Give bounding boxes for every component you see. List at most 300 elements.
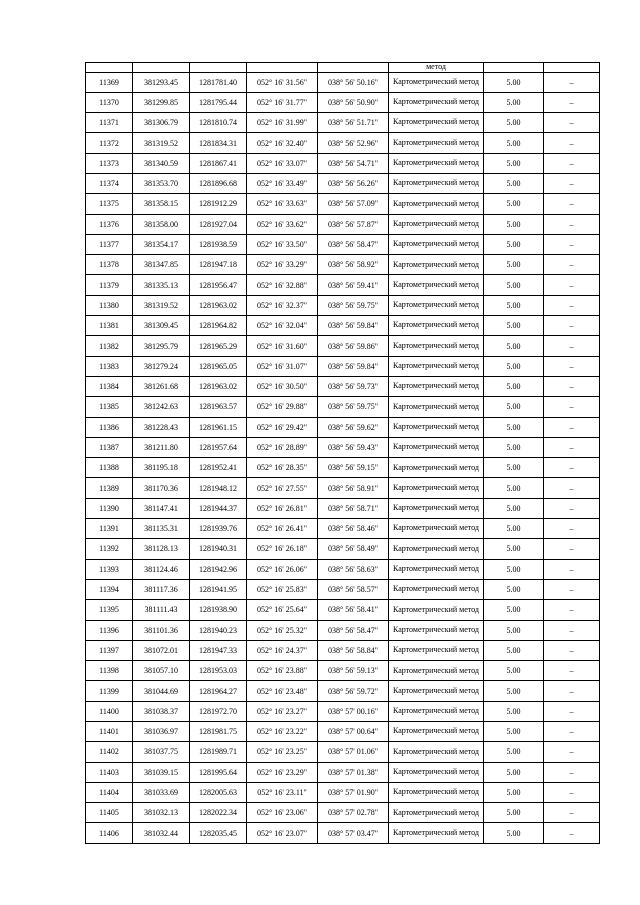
cell-accuracy: 5.00 xyxy=(484,803,544,823)
cell-method: Картометрический метод xyxy=(389,72,484,92)
table-row xyxy=(86,214,600,234)
cell-y: 1281964.82 xyxy=(190,316,247,336)
cell-dash: – xyxy=(544,559,600,579)
cell-point-number: 11397 xyxy=(86,640,133,660)
cell-method: Картометрический метод xyxy=(389,640,484,660)
cell-x: 381135.31 xyxy=(133,519,190,539)
cell-accuracy: 5.00 xyxy=(484,600,544,620)
cell-accuracy: 5.00 xyxy=(484,214,544,234)
cell-method: Картометрический метод xyxy=(389,478,484,498)
cell-point-number: 11400 xyxy=(86,701,133,721)
cell-method: Картометрический метод xyxy=(389,275,484,295)
cell-dash: – xyxy=(544,437,600,457)
cell-dash: – xyxy=(544,72,600,92)
table-row xyxy=(86,173,600,193)
table-row xyxy=(86,458,600,478)
cell-longitude: 038° 56' 58.47" xyxy=(318,234,389,254)
cell-longitude: 038° 56' 59.62" xyxy=(318,417,389,437)
cell-x: 381242.63 xyxy=(133,397,190,417)
cell-x: 381261.68 xyxy=(133,376,190,396)
cell-method: Картометрический метод xyxy=(389,823,484,843)
cell-method: Картометрический метод xyxy=(389,701,484,721)
cell-x: 381358.15 xyxy=(133,194,190,214)
cell-point-number: 11406 xyxy=(86,823,133,843)
cell-x: 381039.15 xyxy=(133,762,190,782)
table-row xyxy=(86,762,600,782)
cell-point-number: 11383 xyxy=(86,356,133,376)
cell-longitude: 038° 56' 59.86" xyxy=(318,336,389,356)
cell-empty xyxy=(86,63,133,73)
table-row xyxy=(86,72,600,92)
cell-latitude: 052° 16' 33.07" xyxy=(247,153,318,173)
cell-point-number: 11399 xyxy=(86,681,133,701)
cell-longitude: 038° 56' 52.96" xyxy=(318,133,389,153)
cell-y: 1281781.40 xyxy=(190,72,247,92)
cell-x: 381211.80 xyxy=(133,437,190,457)
cell-method: Картометрический метод xyxy=(389,133,484,153)
cell-y: 1281953.03 xyxy=(190,661,247,681)
table-row xyxy=(86,742,600,762)
cell-latitude: 052° 16' 31.60" xyxy=(247,336,318,356)
cell-longitude: 038° 56' 59.15" xyxy=(318,458,389,478)
cell-method: Картометрический метод xyxy=(389,92,484,112)
coordinates-table xyxy=(85,62,600,844)
cell-accuracy: 5.00 xyxy=(484,782,544,802)
cell-y: 1281938.59 xyxy=(190,234,247,254)
cell-y: 1282035.45 xyxy=(190,823,247,843)
cell-dash: – xyxy=(544,92,600,112)
cell-longitude: 038° 56' 59.84" xyxy=(318,356,389,376)
cell-x: 381309.45 xyxy=(133,316,190,336)
cell-dash: – xyxy=(544,133,600,153)
cell-y: 1281938.90 xyxy=(190,600,247,620)
cell-x: 381032.44 xyxy=(133,823,190,843)
cell-latitude: 052° 16' 32.88" xyxy=(247,275,318,295)
cell-method: Картометрический метод xyxy=(389,498,484,518)
cell-y: 1281795.44 xyxy=(190,92,247,112)
cell-x: 381295.79 xyxy=(133,336,190,356)
cell-method: Картометрический метод xyxy=(389,336,484,356)
cell-longitude: 038° 56' 58.49" xyxy=(318,539,389,559)
cell-latitude: 052° 16' 33.29" xyxy=(247,255,318,275)
cell-x: 381358.00 xyxy=(133,214,190,234)
cell-y: 1281940.31 xyxy=(190,539,247,559)
cell-longitude: 038° 56' 59.72" xyxy=(318,681,389,701)
cell-x: 381111.43 xyxy=(133,600,190,620)
cell-y: 1281939.76 xyxy=(190,519,247,539)
cell-dash: – xyxy=(544,742,600,762)
cell-longitude: 038° 57' 01.06" xyxy=(318,742,389,762)
table-row xyxy=(86,722,600,742)
cell-longitude: 038° 56' 57.09" xyxy=(318,194,389,214)
cell-accuracy: 5.00 xyxy=(484,295,544,315)
cell-longitude: 038° 57' 00.64" xyxy=(318,722,389,742)
table-row xyxy=(86,640,600,660)
cell-latitude: 052° 16' 23.29" xyxy=(247,762,318,782)
table-row-continued xyxy=(86,63,600,73)
cell-longitude: 038° 56' 59.75" xyxy=(318,295,389,315)
cell-point-number: 11390 xyxy=(86,498,133,518)
cell-dash: – xyxy=(544,823,600,843)
cell-accuracy: 5.00 xyxy=(484,478,544,498)
cell-accuracy: 5.00 xyxy=(484,559,544,579)
cell-accuracy: 5.00 xyxy=(484,742,544,762)
cell-dash: – xyxy=(544,397,600,417)
cell-dash: – xyxy=(544,417,600,437)
cell-accuracy: 5.00 xyxy=(484,498,544,518)
cell-latitude: 052° 16' 26.81" xyxy=(247,498,318,518)
cell-empty xyxy=(318,63,389,73)
cell-method: Картометрический метод xyxy=(389,742,484,762)
cell-latitude: 052° 16' 25.64" xyxy=(247,600,318,620)
cell-point-number: 11393 xyxy=(86,559,133,579)
cell-dash: – xyxy=(544,316,600,336)
cell-longitude: 038° 56' 50.16" xyxy=(318,72,389,92)
cell-x: 381057.10 xyxy=(133,661,190,681)
cell-method: Картометрический метод xyxy=(389,194,484,214)
table-row xyxy=(86,295,600,315)
cell-x: 381306.79 xyxy=(133,113,190,133)
cell-longitude: 038° 56' 57.87" xyxy=(318,214,389,234)
cell-longitude: 038° 57' 01.38" xyxy=(318,762,389,782)
cell-method: Картометрический метод xyxy=(389,214,484,234)
cell-y: 1281867.41 xyxy=(190,153,247,173)
cell-latitude: 052° 16' 24.37" xyxy=(247,640,318,660)
cell-x: 381340.59 xyxy=(133,153,190,173)
cell-method: Картометрический метод xyxy=(389,376,484,396)
cell-y: 1281989.71 xyxy=(190,742,247,762)
table-row xyxy=(86,498,600,518)
cell-method: Картометрический метод xyxy=(389,559,484,579)
cell-point-number: 11403 xyxy=(86,762,133,782)
cell-latitude: 052° 16' 31.56" xyxy=(247,72,318,92)
table-row xyxy=(86,701,600,721)
cell-dash: – xyxy=(544,620,600,640)
cell-latitude: 052° 16' 31.77" xyxy=(247,92,318,112)
cell-x: 381353.70 xyxy=(133,173,190,193)
cell-latitude: 052° 16' 26.06" xyxy=(247,559,318,579)
cell-accuracy: 5.00 xyxy=(484,336,544,356)
cell-longitude: 038° 56' 58.41" xyxy=(318,600,389,620)
cell-point-number: 11384 xyxy=(86,376,133,396)
cell-latitude: 052° 16' 32.40" xyxy=(247,133,318,153)
cell-x: 381128.13 xyxy=(133,539,190,559)
cell-latitude: 052° 16' 29.88" xyxy=(247,397,318,417)
table-row xyxy=(86,437,600,457)
cell-point-number: 11396 xyxy=(86,620,133,640)
cell-x: 381038.37 xyxy=(133,701,190,721)
cell-latitude: 052° 16' 23.27" xyxy=(247,701,318,721)
cell-y: 1281947.33 xyxy=(190,640,247,660)
cell-longitude: 038° 56' 59.75" xyxy=(318,397,389,417)
cell-point-number: 11398 xyxy=(86,661,133,681)
cell-latitude: 052° 16' 26.41" xyxy=(247,519,318,539)
table-row xyxy=(86,133,600,153)
cell-dash: – xyxy=(544,701,600,721)
cell-accuracy: 5.00 xyxy=(484,417,544,437)
cell-dash: – xyxy=(544,275,600,295)
cell-accuracy: 5.00 xyxy=(484,539,544,559)
table-row xyxy=(86,255,600,275)
cell-x: 381354.17 xyxy=(133,234,190,254)
cell-longitude: 038° 56' 58.92" xyxy=(318,255,389,275)
cell-x: 381195.18 xyxy=(133,458,190,478)
cell-dash: – xyxy=(544,600,600,620)
cell-y: 1281961.15 xyxy=(190,417,247,437)
cell-y: 1281896.68 xyxy=(190,173,247,193)
cell-point-number: 11401 xyxy=(86,722,133,742)
cell-longitude: 038° 56' 59.13" xyxy=(318,661,389,681)
cell-longitude: 038° 56' 56.26" xyxy=(318,173,389,193)
cell-method: Картометрический метод xyxy=(389,519,484,539)
cell-method: Картометрический метод xyxy=(389,113,484,133)
cell-longitude: 038° 57' 00.16" xyxy=(318,701,389,721)
cell-y: 1281927.04 xyxy=(190,214,247,234)
cell-x: 381044.69 xyxy=(133,681,190,701)
cell-longitude: 038° 56' 58.47" xyxy=(318,620,389,640)
cell-latitude: 052° 16' 33.49" xyxy=(247,173,318,193)
cell-y: 1281963.57 xyxy=(190,397,247,417)
cell-latitude: 052° 16' 23.25" xyxy=(247,742,318,762)
cell-accuracy: 5.00 xyxy=(484,823,544,843)
table-row xyxy=(86,153,600,173)
cell-empty xyxy=(247,63,318,73)
cell-y: 1281942.96 xyxy=(190,559,247,579)
cell-method: Картометрический метод xyxy=(389,234,484,254)
cell-dash: – xyxy=(544,782,600,802)
cell-point-number: 11391 xyxy=(86,519,133,539)
cell-empty xyxy=(190,63,247,73)
table-row xyxy=(86,234,600,254)
cell-accuracy: 5.00 xyxy=(484,72,544,92)
cell-accuracy: 5.00 xyxy=(484,397,544,417)
cell-longitude: 038° 56' 58.71" xyxy=(318,498,389,518)
cell-point-number: 11395 xyxy=(86,600,133,620)
cell-y: 1281941.95 xyxy=(190,579,247,599)
cell-dash: – xyxy=(544,681,600,701)
cell-y: 1281964.27 xyxy=(190,681,247,701)
cell-y: 1281948.12 xyxy=(190,478,247,498)
cell-x: 381319.52 xyxy=(133,295,190,315)
cell-latitude: 052° 16' 23.07" xyxy=(247,823,318,843)
table-row xyxy=(86,620,600,640)
cell-point-number: 11377 xyxy=(86,234,133,254)
cell-dash: – xyxy=(544,194,600,214)
cell-dash: – xyxy=(544,336,600,356)
cell-accuracy: 5.00 xyxy=(484,681,544,701)
cell-method: Картометрический метод xyxy=(389,803,484,823)
cell-method: Картометрический метод xyxy=(389,579,484,599)
cell-longitude: 038° 57' 03.47" xyxy=(318,823,389,843)
cell-accuracy: 5.00 xyxy=(484,113,544,133)
cell-point-number: 11375 xyxy=(86,194,133,214)
cell-point-number: 11374 xyxy=(86,173,133,193)
cell-latitude: 052° 16' 32.37" xyxy=(247,295,318,315)
cell-y: 1281810.74 xyxy=(190,113,247,133)
cell-y: 1281972.70 xyxy=(190,701,247,721)
cell-point-number: 11387 xyxy=(86,437,133,457)
cell-x: 381032.13 xyxy=(133,803,190,823)
cell-longitude: 038° 56' 59.43" xyxy=(318,437,389,457)
table-row xyxy=(86,275,600,295)
cell-point-number: 11381 xyxy=(86,316,133,336)
table-row xyxy=(86,782,600,802)
cell-x: 381335.13 xyxy=(133,275,190,295)
cell-y: 1281965.29 xyxy=(190,336,247,356)
cell-dash: – xyxy=(544,356,600,376)
cell-empty xyxy=(133,63,190,73)
cell-dash: – xyxy=(544,762,600,782)
cell-longitude: 038° 57' 01.90" xyxy=(318,782,389,802)
cell-dash: – xyxy=(544,722,600,742)
cell-y: 1281963.02 xyxy=(190,376,247,396)
cell-method: Картометрический метод xyxy=(389,295,484,315)
cell-empty xyxy=(484,63,544,73)
cell-latitude: 052° 16' 27.55" xyxy=(247,478,318,498)
cell-dash: – xyxy=(544,153,600,173)
cell-accuracy: 5.00 xyxy=(484,620,544,640)
cell-accuracy: 5.00 xyxy=(484,458,544,478)
table-row xyxy=(86,92,600,112)
cell-dash: – xyxy=(544,579,600,599)
cell-method: Картометрический метод xyxy=(389,417,484,437)
cell-point-number: 11385 xyxy=(86,397,133,417)
cell-y: 1281944.37 xyxy=(190,498,247,518)
cell-point-number: 11371 xyxy=(86,113,133,133)
table-row xyxy=(86,397,600,417)
cell-x: 381228.43 xyxy=(133,417,190,437)
table-row xyxy=(86,803,600,823)
cell-longitude: 038° 56' 58.46" xyxy=(318,519,389,539)
cell-y: 1281965.05 xyxy=(190,356,247,376)
table-row xyxy=(86,539,600,559)
cell-x: 381117.36 xyxy=(133,579,190,599)
cell-y: 1282005.63 xyxy=(190,782,247,802)
cell-method: Картометрический метод xyxy=(389,153,484,173)
cell-accuracy: 5.00 xyxy=(484,153,544,173)
cell-y: 1281956.47 xyxy=(190,275,247,295)
cell-accuracy: 5.00 xyxy=(484,194,544,214)
cell-method: Картометрический метод xyxy=(389,316,484,336)
cell-method: Картометрический метод xyxy=(389,255,484,275)
cell-accuracy: 5.00 xyxy=(484,701,544,721)
cell-accuracy: 5.00 xyxy=(484,356,544,376)
cell-point-number: 11394 xyxy=(86,579,133,599)
table-row xyxy=(86,478,600,498)
cell-longitude: 038° 56' 58.63" xyxy=(318,559,389,579)
cell-y: 1282022.34 xyxy=(190,803,247,823)
cell-method: Картометрический метод xyxy=(389,722,484,742)
table-row xyxy=(86,316,600,336)
cell-y: 1281940.23 xyxy=(190,620,247,640)
cell-accuracy: 5.00 xyxy=(484,255,544,275)
cell-y: 1281947.18 xyxy=(190,255,247,275)
cell-point-number: 11376 xyxy=(86,214,133,234)
cell-latitude: 052° 16' 23.11" xyxy=(247,782,318,802)
cell-x: 381037.75 xyxy=(133,742,190,762)
cell-accuracy: 5.00 xyxy=(484,762,544,782)
cell-point-number: 11404 xyxy=(86,782,133,802)
cell-empty xyxy=(544,63,600,73)
cell-x: 381293.45 xyxy=(133,72,190,92)
cell-latitude: 052° 16' 32.04" xyxy=(247,316,318,336)
cell-accuracy: 5.00 xyxy=(484,316,544,336)
cell-latitude: 052° 16' 28.89" xyxy=(247,437,318,457)
table-row xyxy=(86,823,600,843)
cell-accuracy: 5.00 xyxy=(484,579,544,599)
cell-method: Картометрический метод xyxy=(389,782,484,802)
table-row xyxy=(86,336,600,356)
cell-x: 381124.46 xyxy=(133,559,190,579)
cell-latitude: 052° 16' 23.48" xyxy=(247,681,318,701)
cell-y: 1281912.29 xyxy=(190,194,247,214)
cell-method: Картометрический метод xyxy=(389,356,484,376)
cell-y: 1281963.02 xyxy=(190,295,247,315)
cell-x: 381299.85 xyxy=(133,92,190,112)
table-row xyxy=(86,356,600,376)
table-row xyxy=(86,376,600,396)
cell-longitude: 038° 56' 58.84" xyxy=(318,640,389,660)
cell-dash: – xyxy=(544,295,600,315)
cell-y: 1281834.31 xyxy=(190,133,247,153)
cell-y: 1281957.64 xyxy=(190,437,247,457)
cell-method: Картометрический метод xyxy=(389,173,484,193)
cell-latitude: 052° 16' 31.99" xyxy=(247,113,318,133)
cell-point-number: 11405 xyxy=(86,803,133,823)
cell-accuracy: 5.00 xyxy=(484,519,544,539)
cell-accuracy: 5.00 xyxy=(484,661,544,681)
cell-x: 381347.85 xyxy=(133,255,190,275)
cell-accuracy: 5.00 xyxy=(484,376,544,396)
cell-point-number: 11373 xyxy=(86,153,133,173)
cell-dash: – xyxy=(544,640,600,660)
cell-latitude: 052° 16' 23.88" xyxy=(247,661,318,681)
cell-x: 381101.36 xyxy=(133,620,190,640)
cell-method: Картометрический метод xyxy=(389,661,484,681)
cell-dash: – xyxy=(544,661,600,681)
cell-latitude: 052° 16' 33.63" xyxy=(247,194,318,214)
cell-accuracy: 5.00 xyxy=(484,437,544,457)
cell-point-number: 11378 xyxy=(86,255,133,275)
cell-point-number: 11389 xyxy=(86,478,133,498)
cell-latitude: 052° 16' 25.32" xyxy=(247,620,318,640)
table-row xyxy=(86,417,600,437)
cell-dash: – xyxy=(544,214,600,234)
cell-dash: – xyxy=(544,539,600,559)
cell-longitude: 038° 56' 59.41" xyxy=(318,275,389,295)
cell-latitude: 052° 16' 23.22" xyxy=(247,722,318,742)
cell-accuracy: 5.00 xyxy=(484,640,544,660)
cell-latitude: 052° 16' 31.07" xyxy=(247,356,318,376)
cell-dash: – xyxy=(544,255,600,275)
cell-point-number: 11392 xyxy=(86,539,133,559)
cell-accuracy: 5.00 xyxy=(484,234,544,254)
cell-method: Картометрический метод xyxy=(389,539,484,559)
cell-latitude: 052° 16' 29.42" xyxy=(247,417,318,437)
cell-dash: – xyxy=(544,376,600,396)
cell-dash: – xyxy=(544,519,600,539)
cell-dash: – xyxy=(544,478,600,498)
cell-point-number: 11382 xyxy=(86,336,133,356)
cell-dash: – xyxy=(544,113,600,133)
cell-latitude: 052° 16' 33.50" xyxy=(247,234,318,254)
cell-longitude: 038° 56' 58.57" xyxy=(318,579,389,599)
table-row xyxy=(86,600,600,620)
cell-dash: – xyxy=(544,803,600,823)
cell-y: 1281981.75 xyxy=(190,722,247,742)
cell-x: 381072.01 xyxy=(133,640,190,660)
cell-point-number: 11386 xyxy=(86,417,133,437)
